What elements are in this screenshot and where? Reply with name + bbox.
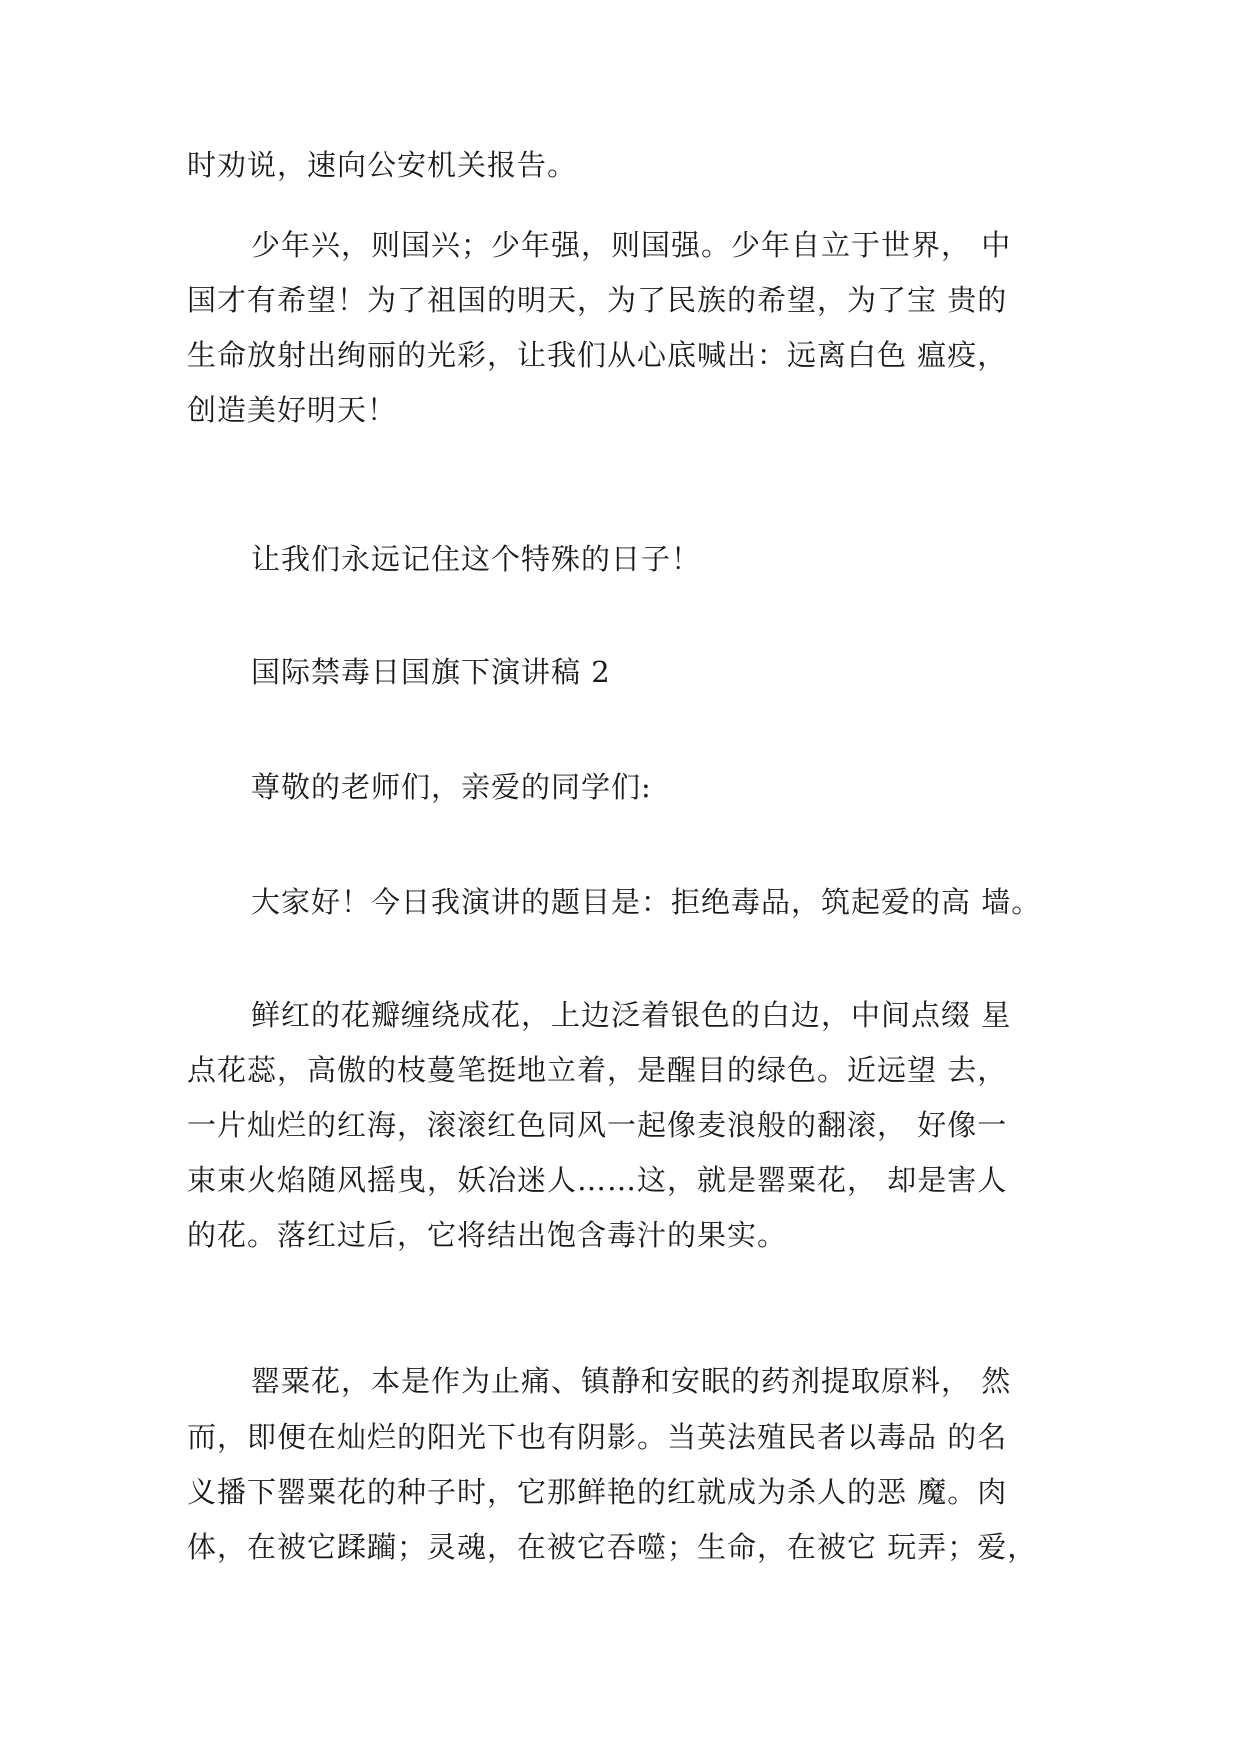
paragraph-line: 点花蕊，高傲的枝蔓笔挺地立着，是醒目的绿色。近远望 去， xyxy=(187,1053,1008,1087)
paragraph-line: 体，在被它蹂躏；灵魂，在被它吞噬；生命，在被它 玩弄；爱， xyxy=(187,1530,1038,1564)
paragraph-line: 义播下罂粟花的种子时，它那鲜艳的红就成为杀人的恶 魔。肉 xyxy=(187,1475,1008,1509)
paragraph-line: 国才有希望！为了祖国的明天，为了民族的希望，为了宝 贵的 xyxy=(187,283,1008,317)
paragraph-line: 束束火焰随风摇曳，妖冶迷人……这，就是罂粟花， 却是害人 xyxy=(187,1163,1008,1197)
paragraph-line: 的花。落红过后，它将结出饱含毒汁的果实。 xyxy=(187,1218,788,1252)
paragraph-line: 少年兴，则国兴；少年强，则国强。少年自立于世界， 中 xyxy=(251,228,1012,262)
paragraph-line: 生命放射出绚丽的光彩，让我们从心底喊出：远离白色 瘟疫， xyxy=(187,338,1008,372)
section-heading: 国际禁毒日国旗下演讲稿 2 xyxy=(251,655,611,689)
paragraph-line: 大家好！今日我演讲的题目是：拒绝毒品，筑起爱的高 墙。 xyxy=(251,885,1042,919)
paragraph-line: 一片灿烂的红海，滚滚红色同风一起像麦浪般的翻滚， 好像一 xyxy=(187,1108,1008,1142)
paragraph-line: 而，即便在灿烂的阳光下也有阴影。当英法殖民者以毒品 的名 xyxy=(187,1420,1008,1454)
paragraph-line: 鲜红的花瓣缠绕成花，上边泛着银色的白边，中间点缀 星 xyxy=(251,998,1012,1032)
paragraph-line: 创造美好明天！ xyxy=(187,393,398,427)
paragraph-line: 让我们永远记住这个特殊的日子！ xyxy=(251,542,702,576)
paragraph-line: 罂粟花，本是作为止痛、镇静和安眠的药剂提取原料， 然 xyxy=(251,1364,1012,1398)
salutation-line: 尊敬的老师们，亲爱的同学们: xyxy=(251,770,652,804)
paragraph-line: 时劝说，速向公安机关报告。 xyxy=(187,148,578,182)
